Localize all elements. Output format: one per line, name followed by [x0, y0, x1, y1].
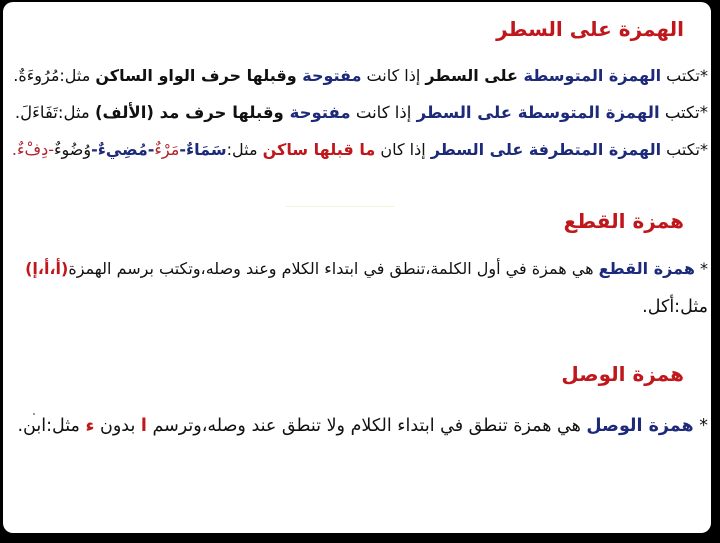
rule-line: * همزة القطع هي همزة في أول الكلمة،تنطق في ابتداء الكلام وعند وصله،وتكتب برسم الهمزة(أ،أ،إ): [25, 259, 708, 278]
divider: [286, 206, 394, 207]
rule-line: *تكتب الهمزة المتطرفة على السطر إذا كان ما قبلها ساكن مثل:سَمَاءٌ-مَرْءٌ-مُضِيءٌ-وُضُوءٌ-دِفْءٌ.: [11, 140, 708, 159]
section-title-hamza-on-line: الهمزة على السطر: [496, 17, 684, 41]
section-title-hamzat-al-qat: همزة القطع: [563, 209, 684, 233]
lesson-card: [3, 2, 711, 533]
rule-line: * همزة الوصل هي همزة تنطق في ابتداء الكلام ولا تنطق عند وصله،وترسم ا بدون ء مثل:ابن.: [17, 416, 708, 436]
rule-line: *تكتب الهمزة المتوسطة على السطر إذا كانت مفتوحة وقبلها حرف الواو الساكن مثل:مُرُوءَةٌ.: [13, 66, 708, 85]
example-line: مثل:أكل.: [642, 297, 708, 317]
rule-line: *تكتب الهمزة المتوسطة على السطر إذا كانت مفتوحة وقبلها حرف مد (الألف) مثل:تَفَاءَلَ.: [14, 103, 708, 122]
section-title-hamzat-al-wasl: همزة الوصل: [561, 362, 684, 386]
stray-dot: [33, 413, 35, 415]
